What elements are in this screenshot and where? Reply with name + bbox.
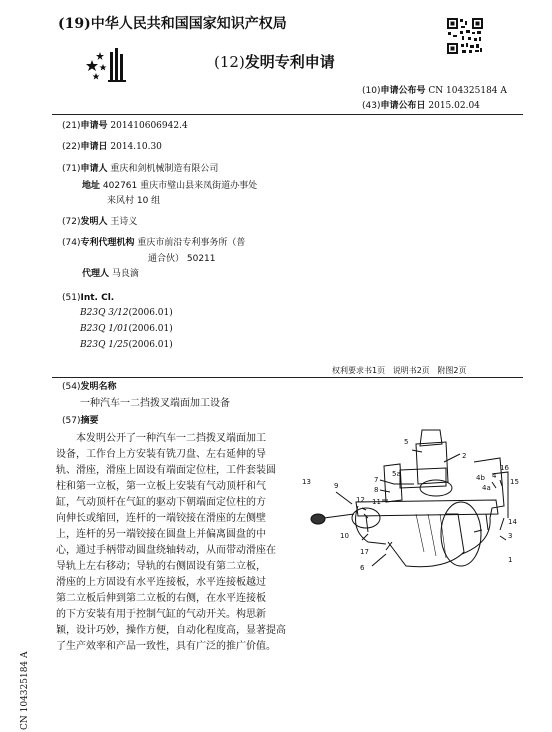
pages-summary: 权利要求书1页 说明书2页 附图2页 [332, 366, 467, 375]
filing-date-label: 申请日 [80, 142, 108, 152]
pub-number-label: 申请公布号 [380, 86, 426, 96]
intcl-class-code: B23Q 3/12 [80, 308, 129, 318]
figure-label: 8 [374, 486, 379, 494]
filing-date-value: 2014.10.30 [110, 142, 162, 152]
inventor [62, 216, 137, 228]
inventor-value: 王诗义 [110, 217, 138, 227]
header-divider [52, 114, 523, 115]
agent-value: 马良滴 [111, 269, 139, 279]
pub-date-label: 申请公布日 [380, 101, 426, 111]
agent-label: 代理人 [82, 269, 110, 279]
filing-date [62, 141, 162, 153]
figure-label: 11 [372, 498, 381, 506]
doc-kind-label: 发明专利申请 [244, 53, 335, 71]
side-publication-number: CN 104325184 A [20, 651, 30, 730]
pub-number-value: CN 104325184 A [428, 86, 507, 96]
figure-label: 4a [482, 484, 491, 492]
app-no-label: 申请号 [80, 121, 108, 131]
abstract-line: 导轨上左右移动；导轨的右侧固设有第二立板， [56, 561, 266, 572]
address-line1: 402761 重庆市璧山县来凤街道办事处 [102, 181, 258, 191]
app-no-code: (21) [62, 121, 81, 131]
qr-code [446, 17, 484, 55]
figure-label: 15 [510, 478, 519, 486]
figure-label: 10 [340, 532, 349, 540]
abstract-line: 向伸长或缩回，连杆的一端铰接在滑座的左侧壁 [56, 513, 266, 524]
abstract-line: 上，连杆的另一端铰接在圆盘上并偏离圆盘的中 [56, 529, 266, 540]
abstract-line: 缸，气动顶杆在气缸的驱动下朝端面定位柱的方 [56, 497, 266, 508]
abstract-line: 本发明公开了一种汽车一二挡拨叉端面加工 [76, 433, 266, 444]
intcl-class-date: (2006.01) [128, 340, 173, 350]
inventor-label: 发明人 [80, 217, 108, 227]
patent-agency [62, 237, 245, 249]
invention-title: 一种汽车一二挡拨叉端面加工设备 [80, 398, 230, 409]
figure-label: 6 [360, 564, 365, 572]
figure-label: 14 [508, 518, 517, 526]
publication-number [362, 85, 507, 97]
application-number [62, 120, 188, 132]
intcl-class [80, 307, 173, 319]
applicant-label: 申请人 [80, 164, 108, 174]
country-code: (19) [58, 16, 91, 32]
cnipa-logo [82, 40, 130, 88]
filing-date-code: (22) [62, 142, 81, 152]
title-code: (54) [62, 382, 81, 392]
pub-date-code: (43) [362, 101, 381, 111]
intcl-class [80, 339, 173, 351]
doc-kind-code: (12) [214, 53, 245, 71]
int-cl [62, 292, 114, 304]
intcl-class-code: B23Q 1/01 [80, 324, 129, 334]
figure-label: 4 [492, 472, 497, 480]
abstract-line: 柱和第一立板，第一立板上安装有气动顶杆和气 [56, 481, 266, 492]
intcl-class-date: (2006.01) [128, 308, 173, 318]
figure-label: 16 [500, 464, 509, 472]
agency-line1: 重庆市前沿专利事务所（普 [137, 238, 246, 248]
invention-title-heading [62, 381, 117, 393]
app-no-value: 201410606942.4 [110, 121, 188, 131]
agency-code: (74) [62, 238, 81, 248]
figure-label: 5 [404, 438, 409, 446]
intcl-class-date: (2006.01) [128, 324, 173, 334]
patent-figure [296, 422, 522, 582]
abstract-label: 摘要 [80, 416, 99, 426]
applicant-value: 重庆和剑机械制造有限公司 [110, 164, 219, 174]
agency-line2: 通合伙） 50211 [148, 254, 216, 264]
abstract-heading [62, 415, 99, 427]
abstract-line: 轨、滑座，滑座上固设有端面定位柱，工件套装圆 [56, 465, 276, 476]
address [82, 180, 257, 192]
agent [82, 268, 139, 280]
office-header [58, 15, 287, 33]
title-label: 发明名称 [80, 382, 117, 392]
figure-label: 7 [374, 476, 379, 484]
figure-label: 3 [508, 532, 513, 540]
abstract-code: (57) [62, 416, 81, 426]
abstract-line: 颖，设计巧妙，操作方便，自动化程度高，显著提高 [56, 625, 286, 636]
abstract-line: 设备，工作台上方安装有铣刀盘、左右延伸的导 [56, 449, 266, 460]
figure-label: 17 [360, 548, 369, 556]
abstract-line: 的下方安装有用于控制气缸的气动开关。构思新 [56, 609, 266, 620]
intcl-class-code: B23Q 1/25 [80, 340, 129, 350]
office-name: 中华人民共和国国家知识产权局 [90, 16, 287, 32]
intcl-class [80, 323, 173, 335]
figure-label: 4b [476, 474, 485, 482]
agency-label: 专利代理机构 [80, 238, 135, 248]
address-line2: 来风村 10 组 [107, 196, 161, 206]
figure-label: 2 [462, 452, 467, 460]
pub-number-code: (10) [362, 86, 381, 96]
inventor-code: (72) [62, 217, 81, 227]
intcl-label: Int. Cl. [80, 293, 115, 303]
document-kind [214, 52, 335, 72]
applicant-code: (71) [62, 164, 81, 174]
figure-label: 1 [508, 556, 513, 564]
figure-label: 13 [302, 478, 311, 486]
applicant [62, 163, 218, 175]
figure-label: 12 [356, 496, 365, 504]
summary-divider [52, 377, 523, 378]
abstract-line: 了生产效率和产品一致性，具有广泛的推广价值。 [56, 641, 276, 652]
publication-date [362, 100, 480, 112]
abstract-line: 滑座的上方固设有水平连接板，水平连接板越过 [56, 577, 266, 588]
figure-label: 9 [334, 482, 339, 490]
pub-date-value: 2015.02.04 [428, 101, 480, 111]
intcl-code: (51) [62, 293, 81, 303]
abstract-line: 心，通过手柄带动圆盘绕轴转动，从而带动滑座在 [56, 545, 276, 556]
abstract-line: 第二立板后伸到第二立板的右侧，在水平连接板 [56, 593, 266, 604]
address-label: 地址 [82, 181, 101, 191]
figure-label: 5a [392, 470, 401, 478]
